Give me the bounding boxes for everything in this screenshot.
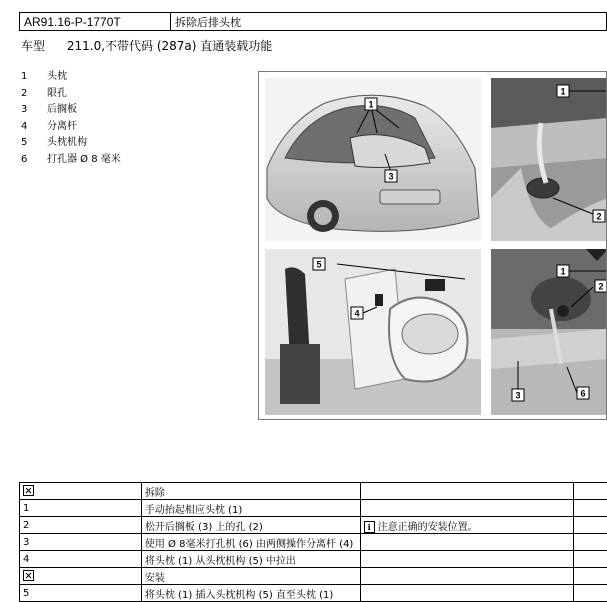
table-row — [20, 517, 607, 534]
callout-label: 2 — [598, 281, 604, 292]
table-row — [20, 483, 607, 500]
legend-item — [21, 135, 121, 152]
step-note-cell — [360, 500, 574, 517]
step-text-cell: 将头枕 (1) 从头枕机构 (5) 中拉出 — [141, 551, 360, 568]
step-number-cell: 4 — [20, 551, 142, 568]
step-note-cell — [360, 568, 574, 585]
step-text-cell: 安装 — [141, 568, 360, 585]
legend-number: 4 — [21, 120, 28, 132]
legend-number: 5 — [21, 137, 28, 148]
callout-label: 5 — [316, 259, 322, 270]
table-row — [20, 585, 607, 602]
model-label: 车型 — [21, 39, 46, 53]
callout-label: 4 — [354, 308, 360, 319]
step-number-cell: 2 — [20, 517, 142, 534]
legend-text: 头枕机构 — [47, 137, 87, 148]
legend-text: 打孔器 Ø 8 毫米 — [47, 153, 121, 165]
legend-item — [21, 119, 121, 136]
step-note-cell — [360, 551, 574, 568]
legend-item — [21, 152, 121, 169]
document-code: AR91.16-P-1770T — [20, 13, 171, 31]
photo-headrest-hole — [491, 78, 607, 241]
callout-label: 3 — [388, 171, 394, 182]
step-number-cell: 5 — [20, 585, 142, 602]
callout-label: 3 — [515, 390, 521, 401]
step-note-cell — [360, 517, 574, 534]
photo-headrest-removal — [491, 249, 607, 415]
step-text-cell: 松开后搁板 (3) 上的孔 (2) — [141, 517, 360, 534]
step-text-cell: 使用 Ø 8毫米打孔机 (6) 由两侧操作分离杆 (4) — [141, 534, 360, 551]
legend-text: 后搁板 — [47, 104, 77, 115]
step-extra-cell — [574, 534, 607, 551]
step-extra-cell — [574, 483, 607, 500]
step-extra-cell — [574, 517, 607, 534]
step-extra-cell — [574, 551, 607, 568]
legend-item — [21, 102, 121, 119]
legend-number: 6 — [21, 153, 28, 165]
step-extra-cell — [574, 568, 607, 585]
table-row — [20, 551, 607, 568]
callout-label: 6 — [580, 388, 586, 399]
step-note-text: 注意正确的安装位置。 — [377, 521, 478, 533]
photo-headrest-mechanism — [265, 249, 481, 415]
legend-item — [21, 86, 121, 103]
procedure-table — [19, 482, 607, 602]
step-extra-cell — [574, 585, 607, 602]
legend-number: 3 — [21, 104, 28, 115]
table-row — [20, 534, 607, 551]
document-header — [19, 12, 607, 31]
removal-symbol-icon — [23, 485, 34, 496]
step-number-cell — [20, 568, 142, 585]
legend-item — [21, 69, 121, 86]
step-number-cell: 1 — [20, 500, 142, 517]
step-note-cell — [360, 534, 574, 551]
illustration-panel — [258, 71, 607, 420]
legend-number: 1 — [21, 71, 28, 82]
step-extra-cell — [574, 500, 607, 517]
document-title: 拆除后排头枕 — [171, 13, 607, 31]
callout-label: 1 — [560, 86, 566, 97]
callout-label: 1 — [560, 266, 566, 277]
legend-text: 分离杆 — [47, 120, 77, 132]
callout-label: 2 — [596, 211, 602, 222]
step-text-cell: 手动抬起相应头枕 (1) — [141, 500, 360, 517]
step-text-cell: 拆除 — [141, 483, 360, 500]
photo-car-rear — [265, 78, 481, 241]
step-text-cell: 将头枕 (1) 插入头枕机构 (5) 直至头枕 (1) — [141, 585, 360, 602]
legend-list — [21, 69, 121, 168]
step-note-cell — [360, 585, 574, 602]
step-number-cell — [20, 483, 142, 500]
info-icon: i — [364, 521, 375, 533]
table-row — [20, 568, 607, 585]
model-line — [21, 37, 272, 54]
install-symbol-icon — [23, 570, 34, 581]
table-row — [20, 500, 607, 517]
step-note-cell — [360, 483, 574, 500]
model-value: 211.0,不带代码 (287a) 直通装载功能 — [66, 39, 273, 53]
step-number-cell: 3 — [20, 534, 142, 551]
legend-text: 头枕 — [47, 71, 67, 82]
legend-number: 2 — [21, 87, 28, 99]
legend-text: 限孔 — [47, 87, 67, 99]
callout-label: 1 — [368, 99, 374, 110]
